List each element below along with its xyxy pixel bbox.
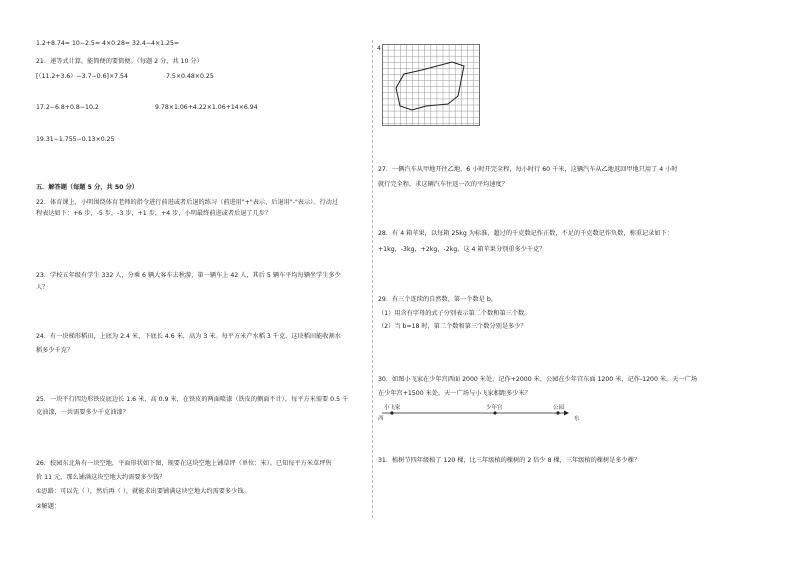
q22-line-1: 22．体育课上，小明围绕体育老师的指令进行前进或者后退的练习（前进用"+"表示，后退用"-"表示）。行动过 (36, 199, 339, 206)
q27-line-2: 就行完全程，求这辆汽车往返一次的平均速度？ (378, 181, 508, 188)
number-line-svg (380, 404, 570, 420)
q21-expr-1: [（11.2+3.6）−3.7−0.6]×7.54 (36, 73, 128, 80)
grid-figure (382, 44, 482, 132)
column-divider (372, 40, 373, 518)
numline-label-xiaofei: 小飞家 (384, 405, 401, 411)
q26-line-1: 26．校园东北角有一块空地，平面形状如下图，现要在这块空地上铺草坪（单位：米）。已知每平方米草坪售 (36, 460, 332, 467)
q21-expr-5: 19.31−1.755−0.13×0.25 (36, 136, 115, 143)
q28-line-2: +1kg，-3kg，+2kg，-2kg，这 4 箱苹果分别重多少千克？ (378, 246, 546, 253)
q23-line-1: 23．学校五年级有学生 332 人，分乘 6 辆大客车去秋游，第一辆车上 42 人，其后 5 辆车平均每辆坐学生多少 (36, 272, 341, 279)
q26-line-2: 价 11 元，那么铺满这块空地大约需要多少钱？ (36, 474, 166, 481)
q25-line-1: 25．一块平行四边形铁皮底边长 1.6 米，高 0.9 米，在铁皮的两面喷漆（铁皮的侧面不计），每平方米需要 0.5 千 (36, 396, 349, 403)
q24-line-1: 24．有一块梯形稻田，上底为 2.4 米，下底长 4.6 米，高为 3 米。每平方米产水稻 3 千克，这块稻田能收割水 (36, 333, 341, 340)
q21-expr-4: 9.78×1.06+4.22×1.06+14×6.94 (155, 104, 258, 111)
numline-label-gongyuan: 公园 (553, 405, 565, 411)
numline-label-shaoniangong: 少年宫 (486, 405, 503, 411)
q28-line-1: 28．有 4 箱苹果，以每箱 25kg 为标准，超过的千克数记作正数，不足的千克数记作负数，称重记录如下： (378, 230, 673, 237)
q31-line-1: 31．植树节四年级植了 120 棵，比三年级植的棵树的 2 倍少 8 棵，三年级植的棵树是多少棵？ (378, 457, 641, 464)
point-shaoniangong (493, 411, 496, 414)
q30-line-1: 30．如图小飞家在少年宫西面 2000 米处，记作+2000 米，公园在少年宫东面 1200 米，记作-1200 米。天一广场 (378, 376, 698, 383)
numline-east: 东 (574, 416, 580, 422)
q21-expr-2: 7.5×0.48×0.25 (166, 73, 214, 80)
oral-calc-line: 1.2+8.74= 10−2.5= 4×0.28= 32.4−4×1.25= (36, 40, 180, 47)
q29-line-1: 29．有三个连续的自然数，第一个数是 b。 (378, 296, 497, 303)
grid-svg (382, 44, 482, 128)
number-line-arrow (564, 411, 569, 416)
point-gongyuan (556, 411, 559, 414)
section-5-heading: 五．解答题（每题 5 分，共 50 分） (36, 184, 138, 191)
q24-line-2: 稻多少千克？ (36, 347, 74, 354)
grid-label: 4 (377, 45, 381, 52)
q30-line-2: 在少年宫+1500 米处，天一广场与小飞家相距多少米？ (378, 390, 531, 397)
q26-line-3: ①思路：可以先（ ），然后再（ ），就能求出要铺满这块空地大约需要多少钱。 (36, 488, 250, 495)
q22-line-2: 程表达如下：+6 步，-5 步，-3 步，+1 步，+4 步，小明最终前进或者后退了几步？ (36, 210, 272, 217)
q27-line-1: 27．一辆汽车从甲地开往乙地，6 小时开完全程，每小时行 60 千米，这辆汽车从乙地返回甲地只用了 4 小时 (378, 166, 678, 173)
q29-line-2: （1）用含有字母的式子分别表示第二个数和第三个数。 (378, 310, 531, 317)
number-line (380, 404, 570, 424)
q29-line-3: （2）当 b=18 时，第二个数和第三个数分别是多少？ (378, 323, 527, 330)
q26-line-4: ②解题： (36, 503, 61, 510)
numline-west: 西 (378, 416, 384, 422)
q25-line-2: 克油漆，一共需要多少千克油漆？ (36, 409, 129, 416)
q21-title: 21．递等式计算，能简便的要简便。（每题 2 分，共 10 分） (36, 58, 203, 65)
q21-expr-3: 17.2−6.8+0.8−10.2 (36, 104, 99, 111)
q23-line-2: 人？ (36, 284, 49, 291)
point-xiaofei (390, 411, 393, 414)
